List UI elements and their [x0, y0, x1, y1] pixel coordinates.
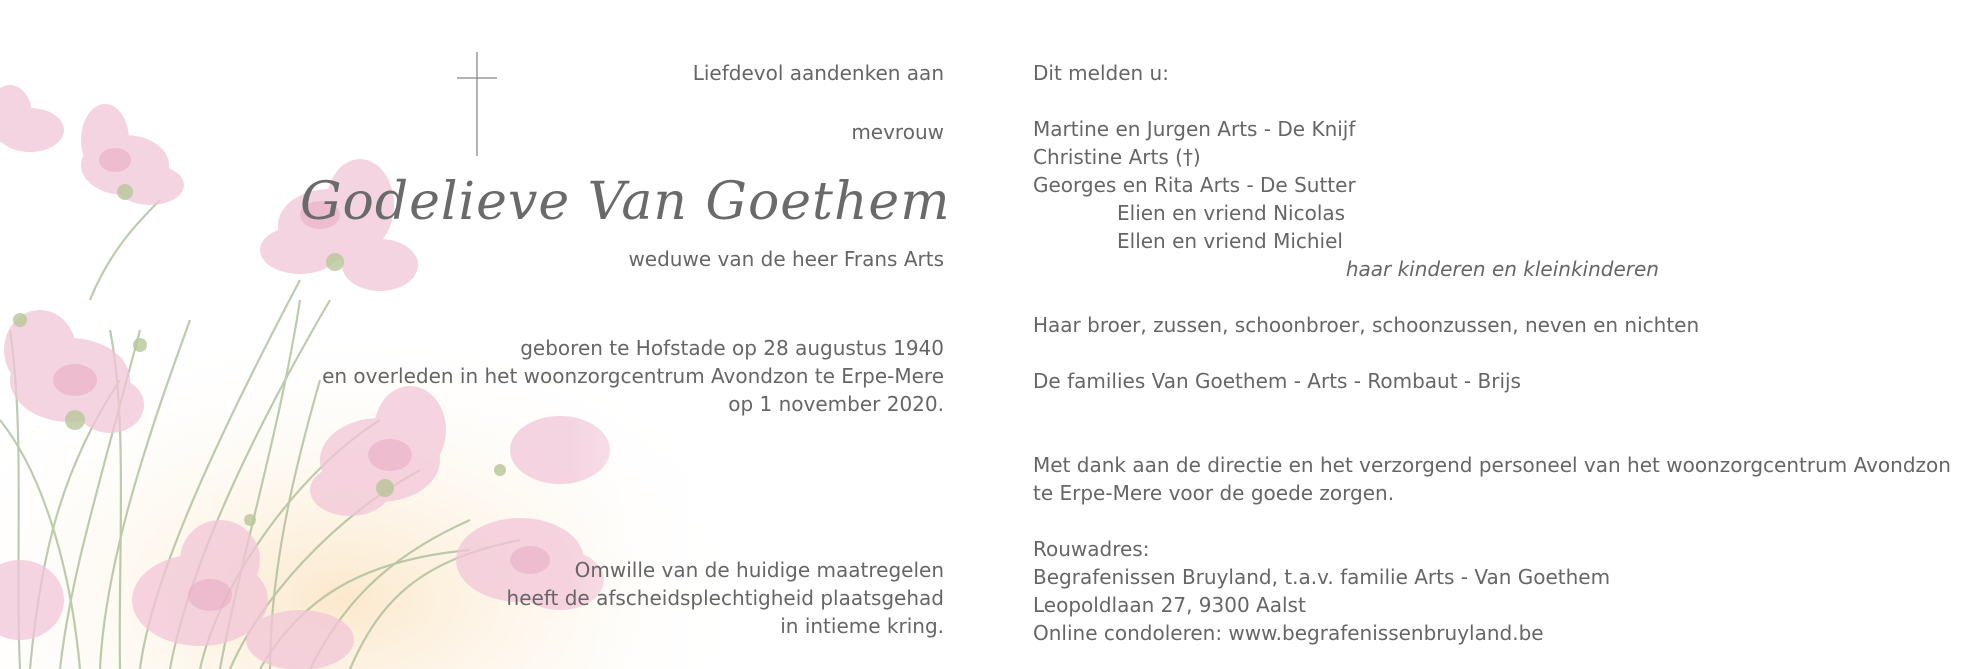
families-block	[1033, 367, 1521, 395]
thanks-line: te Erpe-Mere voor de goede zorgen.	[1033, 481, 1395, 505]
spouse-text: weduwe van de heer Frans Arts	[628, 247, 944, 271]
child-line: Georges en Rita Arts - De Sutter	[1033, 173, 1356, 197]
address-block	[1033, 535, 1610, 647]
grandchild-line: Ellen en vriend Michiel	[1117, 229, 1343, 253]
farewell-line: heeft de afscheidsplechtigheid plaatsgehad	[506, 586, 944, 610]
title-text: mevrouw	[851, 120, 944, 144]
life-dates	[300, 334, 944, 418]
death-date-text: op 1 november 2020.	[728, 392, 944, 416]
address-label: Rouwadres:	[1033, 537, 1150, 561]
thanks-line: Met dank aan de directie en het verzorgend personeel van het woonzorgcentrum Avondzon	[1033, 453, 1951, 477]
family-list	[1033, 115, 1356, 255]
farewell-line: Omwille van de huidige maatregelen	[574, 558, 944, 582]
birth-text: geboren te Hofstade op 28 augustus 1940	[520, 336, 944, 360]
intro-line	[300, 59, 944, 87]
farewell-line: in intieme kring.	[780, 614, 944, 638]
siblings-text: Haar broer, zussen, schoonbroer, schoonzussen, neven en nichten	[1033, 313, 1700, 337]
announce-block	[1033, 59, 1169, 87]
spouse-line	[300, 245, 944, 273]
grandchild-line: Elien en vriend Nicolas	[1117, 201, 1346, 225]
thanks-block	[1033, 451, 1951, 507]
death-place-text: en overleden in het woonzorgcentrum Avondzon te Erpe-Mere	[322, 364, 944, 388]
title-line	[300, 118, 944, 146]
address-line: Begrafenissen Bruyland, t.a.v. familie Arts - Van Goethem	[1033, 565, 1611, 589]
farewell-block	[300, 556, 944, 640]
announce-text: Dit melden u:	[1033, 61, 1169, 85]
siblings-block	[1033, 311, 1699, 339]
child-line: Martine en Jurgen Arts - De Knijf	[1033, 117, 1356, 141]
families-text: De families Van Goethem - Arts - Rombaut - Brijs	[1033, 369, 1521, 393]
intro-text: Liefdevol aandenken aan	[692, 61, 944, 85]
child-line: Christine Arts (†)	[1033, 145, 1201, 169]
deceased-name: Godelieve Van Goethem	[300, 172, 951, 232]
children-caption: haar kinderen en kleinkinderen	[1345, 257, 1659, 281]
address-line: Leopoldlaan 27, 9300 Aalst	[1033, 593, 1306, 617]
condolence-line: Online condoleren: www.begrafenissenbruyland.be	[1033, 621, 1544, 645]
children-caption-block	[1033, 255, 1659, 283]
